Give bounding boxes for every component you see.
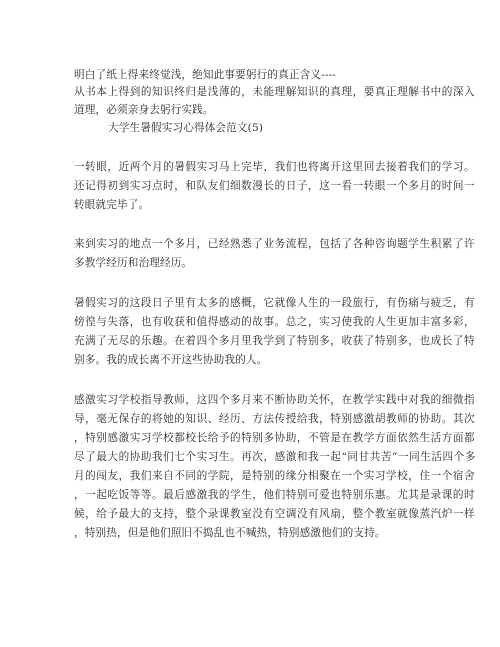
paragraph-3-line-3: 充满了无尽的乐趣。在着四个多月里我学到了特别多，收获了特别多，也成长了特 [74, 335, 476, 347]
paragraph-4-line-6: ，一起吃饭等等。最后感激我的学生，他们特别可爱也特别乐惠。尤其是录课的时 [74, 489, 476, 501]
paragraph-3-line-2: 傍徨与失落，也有收获和值得感动的故事。总之，实习使我的人生更加丰富多彩， [74, 316, 476, 328]
paragraph-1-line-2: 还记得初到实习点时，和队友们细数漫长的日子，这一看一转眼一个多月的时间一 [74, 180, 476, 192]
paragraph-4-line-3: ，特别感激实习学校都校长给予的特别多协助，不管是在教学方面依然生活方面都 [74, 432, 476, 444]
paragraph-2-line-1: 来到实习的地点一个多月，已经熟悉了业务流程，包括了各种咨询题学生积累了许 [74, 238, 476, 250]
paragraph-1-line-1: 一转眼，近两个月的暑假实习马上完毕，我们也将离开这里回去接着我们的学习。 [74, 161, 476, 173]
intro-line-1: 明白了纸上得来终觉浅，绝知此事要躬行的真正含义---- [74, 69, 337, 81]
paragraph-1-line-3: 转眼就完毕了。 [74, 199, 150, 211]
paragraph-4-line-7: 候，给予最大的支持，整个录课教室没有空调没有风扇，整个教室就像蒸汽炉一样 [74, 508, 476, 520]
paragraph-3-line-1: 暑假实习的这段日子里有太多的感概，它就像人生的一段旅行，有伤痛与疲乏，有 [74, 297, 476, 309]
paragraph-2-line-2: 多教学经历和治理经历。 [74, 257, 193, 269]
paragraph-4-line-8: ，特别热，但是他们照旧不捣乱也不喊热，特别感激他们的支持。 [74, 527, 386, 539]
paragraph-4-line-4: 尽了最大的协助我们七个实习生。再次，感激和我一起“同甘共苦”一同生活四个多 [74, 451, 476, 463]
paragraph-4-line-1: 感激实习学校指导教师，这四个多月来不断协助关怀，在教学实践中对我的细微指 [74, 394, 476, 406]
intro-line-3: 道理，必须亲身去躬行实践。 [74, 104, 214, 116]
paragraph-4-line-5: 月的闯友，我们来自不同的学院，是特别的缘分相聚在一个实习学校，住一个宿舍 [74, 470, 476, 482]
paragraph-4-line-2: 导，毫无保存的将她的知识、经历、方法传授给我，特别感激胡教师的协助。其次 [74, 413, 476, 425]
intro-line-2: 从书本上得到的知识终归是浅薄的，未能理解知识的真理，要真正理解书中的深入 [74, 86, 476, 98]
section-title: 大学生暑假实习心得体会范文(5) [108, 122, 264, 134]
paragraph-3-line-4: 别多。我的成长离不开这些协助我的人。 [74, 354, 268, 366]
